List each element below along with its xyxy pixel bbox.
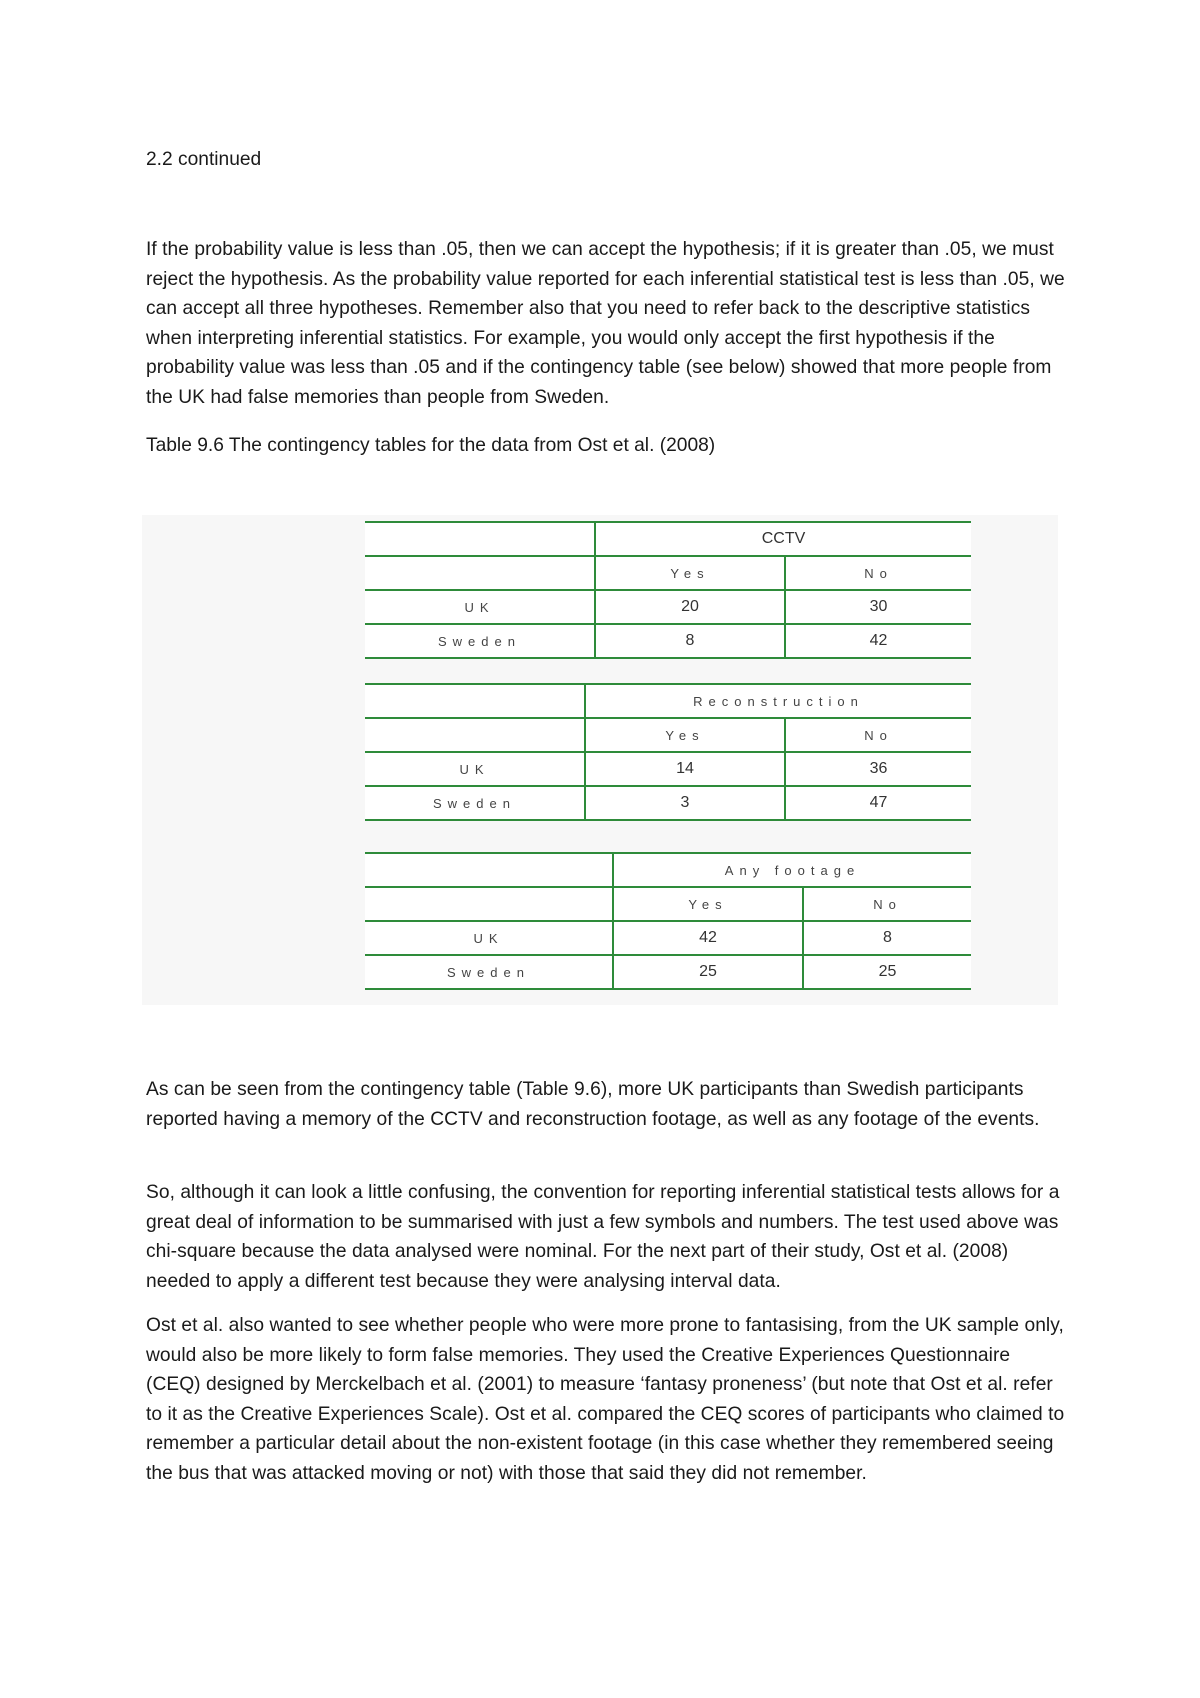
table-caption: Table 9.6 The contingency tables for the data from Ost et al. (2008) (146, 435, 716, 456)
table-row (365, 786, 971, 820)
row-label: Sweden (365, 786, 585, 820)
paragraph-fantasy-proneness: Ost et al. also wanted to see whether people who were more prone to fantasising, from the UK sample only, would also be more likely to form false memories. They used the Creative Experiences Questionnaire (CEQ) designed by Merckelbach et al. (2001) to measure ‘fantasy proneness’ (but note that Ost et al. refer to it as the Creative Experiences Scale). Ost et al. compared the CEQ scores of participants who claimed to remember a particular detail about the non-existent footage (in this case whether they remembered seeing the bus that was attacked moving or not) with those that said they did not remember. (146, 1315, 1065, 1484)
cell-value: 36 (785, 752, 971, 786)
section-heading: 2.2 continued (146, 149, 262, 170)
table-corner (365, 684, 585, 718)
table-title: Reconstruction (585, 684, 971, 718)
column-header-yes: Yes (595, 556, 785, 590)
table-row (365, 590, 971, 624)
cell-value: 14 (585, 752, 785, 786)
cell-value: 42 (613, 921, 803, 955)
cell-value: 20 (595, 590, 785, 624)
cell-value: 25 (613, 955, 803, 989)
cell-value: 8 (595, 624, 785, 658)
table-row (365, 752, 971, 786)
contingency-table-cctv (365, 521, 971, 659)
contingency-table-any-footage (365, 852, 971, 990)
column-header-no: No (803, 887, 971, 921)
cell-value: 42 (785, 624, 971, 658)
row-label: UK (365, 921, 613, 955)
row-label: UK (365, 752, 585, 786)
row-label: UK (365, 590, 595, 624)
table-row (365, 955, 971, 989)
paragraph-convention: So, although it can look a little confusing, the convention for reporting inferential statistical tests allows for a great deal of information to be summarised with just a few symbols and numbers. The test used above was chi-square because the data analysed were nominal. For the next part of their study, Ost et al. (2008) needed to apply a different test because they were analysing interval data. (146, 1182, 1060, 1292)
cell-value: 3 (585, 786, 785, 820)
table-row (365, 624, 971, 658)
column-header-no: No (785, 556, 971, 590)
cell-value: 30 (785, 590, 971, 624)
paragraph-probability: If the probability value is less than .05, then we can accept the hypothesis; if it is greater than .05, we must reject the hypothesis. As the probability value reported for each inferential statistical test is less than .05, we can accept all three hypotheses. Remember also that you need to refer back to the descriptive statistics when interpreting inferential statistics. For example, you would only accept the first hypothesis if the probability value was less than .05 and if the contingency table (see below) showed that more people from the UK had false memories than people from Sweden. (146, 239, 1065, 408)
table-corner (365, 522, 595, 556)
paragraph-contingency-summary: As can be seen from the contingency table (Table 9.6), more UK participants than Swedish participants reported having a memory of the CCTV and reconstruction footage, as well as any footage of the events. (146, 1079, 1040, 1130)
cell-value: 8 (803, 921, 971, 955)
cell-value: 25 (803, 955, 971, 989)
column-header-yes: Yes (613, 887, 803, 921)
table-corner (365, 887, 613, 921)
contingency-table-reconstruction (365, 683, 971, 821)
column-header-no: No (785, 718, 971, 752)
table-title: CCTV (595, 522, 971, 556)
cell-value: 47 (785, 786, 971, 820)
row-label: Sweden (365, 624, 595, 658)
column-header-yes: Yes (585, 718, 785, 752)
table-corner (365, 853, 613, 887)
table-title: Any footage (613, 853, 971, 887)
table-row (365, 921, 971, 955)
row-label: Sweden (365, 955, 613, 989)
table-corner (365, 556, 595, 590)
table-corner (365, 718, 585, 752)
